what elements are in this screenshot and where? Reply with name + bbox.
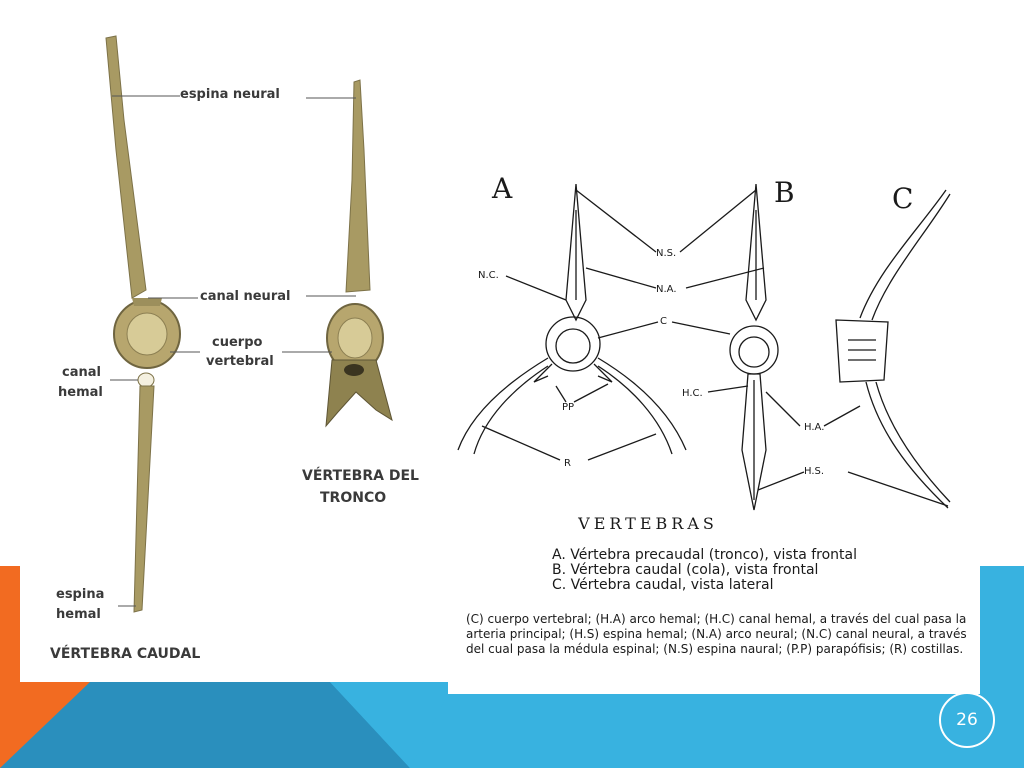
slide-number: 26 [956, 710, 978, 730]
label-cuerpo: cuerpo [212, 335, 263, 350]
figure-letter-b: B [774, 176, 795, 209]
label-espina: espina [56, 587, 105, 602]
background-bottom-band [0, 682, 1024, 768]
drawing-label-ha: H.A. [804, 422, 825, 433]
label-vertebral: vertebral [206, 354, 274, 369]
abbreviations-paragraph: (C) cuerpo vertebral; (H.A) arco hemal; (H.C) canal hemal, a través del cual pasa la arteria principal; (H.S) espina hemal; (N.A) arco neural; (N.C) canal neural, a través del cual pasa la médula espinal; (N.S) espina naural; (P.P) parapófisis; (R) costillas. [466, 612, 967, 656]
figure-legend [552, 548, 857, 593]
drawing-label-nc: N.C. [478, 270, 499, 281]
drawing-label-ns: N.S. [656, 248, 677, 259]
slide-number-badge [939, 692, 995, 748]
drawing-label-c: C [660, 316, 667, 327]
figure-letter-c: C [892, 182, 914, 215]
drawing-title: VERTEBRAS [578, 514, 718, 533]
caption-vertebra-caudal: VÉRTEBRA CAUDAL [50, 646, 201, 662]
caption-vertebra-del: VÉRTEBRA DEL [302, 468, 419, 484]
drawing-label-hs: H.S. [804, 466, 825, 477]
drawing-label-na: N.A. [656, 284, 677, 295]
legend-item: C. Vértebra caudal, vista lateral [552, 577, 774, 593]
caption-tronco: TRONCO [320, 490, 387, 506]
vertebra-photo-panel [20, 0, 440, 682]
legend-item: A. Vértebra precaudal (tronco), vista frontal [552, 547, 857, 563]
label-hemal-2: hemal [56, 607, 101, 622]
legend-item: B. Vértebra caudal (cola), vista frontal [552, 562, 819, 578]
label-espina-neural: espina neural [180, 87, 280, 102]
drawing-label-r: R [564, 458, 571, 469]
label-canal-neural: canal neural [200, 289, 291, 304]
figure-letter-a: A [492, 172, 513, 205]
vertebra-drawing-panel [448, 150, 980, 694]
drawing-label-pp: PP [562, 402, 575, 413]
drawing-label-hc: H.C. [682, 388, 703, 399]
label-canal: canal [62, 365, 101, 380]
label-hemal: hemal [58, 385, 103, 400]
